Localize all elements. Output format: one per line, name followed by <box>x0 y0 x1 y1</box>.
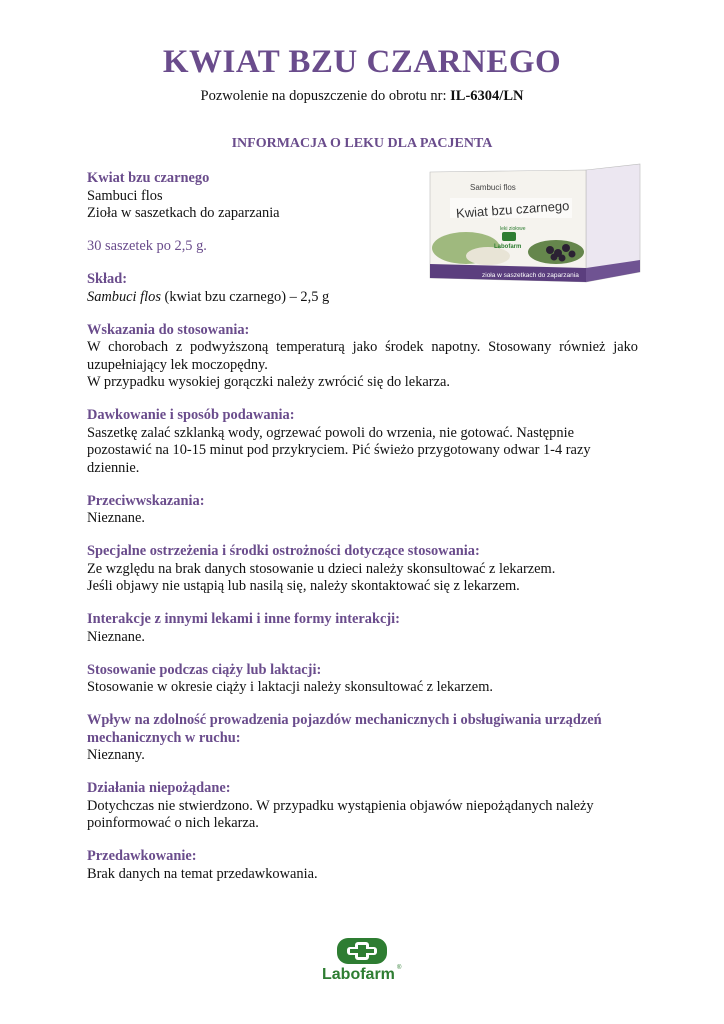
box-brand: Labofarm <box>494 244 522 250</box>
section-text: Nieznane. <box>87 510 145 526</box>
package-size: 30 saszetek po 2,5 g. <box>87 238 207 254</box>
section-przeciwwskazania <box>87 493 638 528</box>
section-text: Nieznany. <box>87 747 145 763</box>
section-text: Dotychczas nie stwierdzono. W przypadku wystąpienia objawów niepożądanych należy poinformować o nich lekarza. <box>87 797 594 831</box>
document-title: KWIAT BZU CZARNEGO <box>162 44 562 80</box>
section-text: W chorobach z podwyższoną temperaturą jako środek napotny. Stosowany również jako uzupełniający lek moczopędny. <box>87 339 638 373</box>
section-text: Ze względu na brak danych stosowanie u dzieci należy skonsultować z lekarzem. <box>87 560 556 577</box>
section-text: Brak danych na temat przedawkowania. <box>87 865 318 882</box>
section-heading: Przeciwwskazania: <box>87 492 205 509</box>
permit-number: IL-6304/LN <box>450 88 524 104</box>
section-wskazania <box>87 322 638 392</box>
product-name: Kwiat bzu czarnego <box>87 170 210 186</box>
box-name: Kwiat bzu czarnego <box>455 198 570 221</box>
registered-mark: ® <box>397 965 402 971</box>
info-heading: INFORMACJA O LEKU DLA PACJENTA <box>231 136 493 151</box>
box-bottom-text: zioła w saszetkach do zaparzania <box>482 272 579 279</box>
section-heading: Wskazania do stosowania: <box>87 321 250 338</box>
section-text: Nieznane. <box>87 628 145 645</box>
section-text <box>87 289 638 307</box>
section-heading: Przedawkowanie: <box>87 848 197 864</box>
section-text: Jeśli objawy nie ustąpią lub nasilą się, należy skontaktować się z lekarzem. <box>87 578 520 594</box>
leaflet-content <box>87 170 638 899</box>
latin-name: Sambuci flos <box>87 288 161 305</box>
labofarm-logo <box>0 938 724 987</box>
section-heading: Specjalne ostrzeżenia i środki ostrożności dotyczące stosowania: <box>87 543 480 559</box>
section-heading: Dawkowanie i sposób podawania: <box>87 407 295 423</box>
section-heading: Interakcje z innymi lekami i inne formy interakcji: <box>87 611 400 627</box>
section-heading: Skład: <box>87 271 127 287</box>
box-brand-line: leki ziołowe <box>500 226 526 232</box>
permit-label: Pozwolenie na dopuszczenie do obrotu nr: <box>200 88 447 104</box>
section-heading: Stosowanie podczas ciąży lub laktacji: <box>87 661 322 678</box>
product-latin: Sambuci flos <box>87 187 163 204</box>
section-heading: Działania niepożądane: <box>87 780 231 796</box>
labofarm-emblem-icon <box>317 938 407 982</box>
section-text: Saszetkę zalać szklanką wody, ogrzewać powoli do wrzenia, nie gotować. Następnie pozostawić na 10-15 minut pod przykryciem. Pić świeżo przygotowany odwar 1-4 razy dziennie. <box>87 424 591 476</box>
section-wplyw <box>87 712 638 765</box>
box-latin: Sambuci flos <box>470 183 516 192</box>
permit-line <box>0 88 724 105</box>
section-heading: Wpływ na zdolność prowadzenia pojazdów mechanicznych i obsługiwania urządzeń mechanicznych w ruchu: <box>87 712 602 746</box>
section-interakcje <box>87 611 638 646</box>
section-ciaza <box>87 662 638 697</box>
section-text: Stosowanie w okresie ciąży i laktacji należy skonsultować z lekarzem. <box>87 679 493 695</box>
section-sklad <box>87 271 638 306</box>
section-text: W przypadku wysokiej gorączki należy zwrócić się do lekarza. <box>87 374 450 390</box>
footer-brand: Labofarm <box>322 966 395 982</box>
product-block <box>87 170 638 223</box>
section-ostrzezenia <box>87 543 638 596</box>
composition-text: (kwiat bzu czarnego) – 2,5 g <box>160 288 330 305</box>
section-dawkowanie <box>87 407 638 477</box>
section-przedawkowanie <box>87 848 638 883</box>
section-dzialania <box>87 780 638 833</box>
product-form: Zioła w saszetkach do zaparzania <box>87 205 280 221</box>
